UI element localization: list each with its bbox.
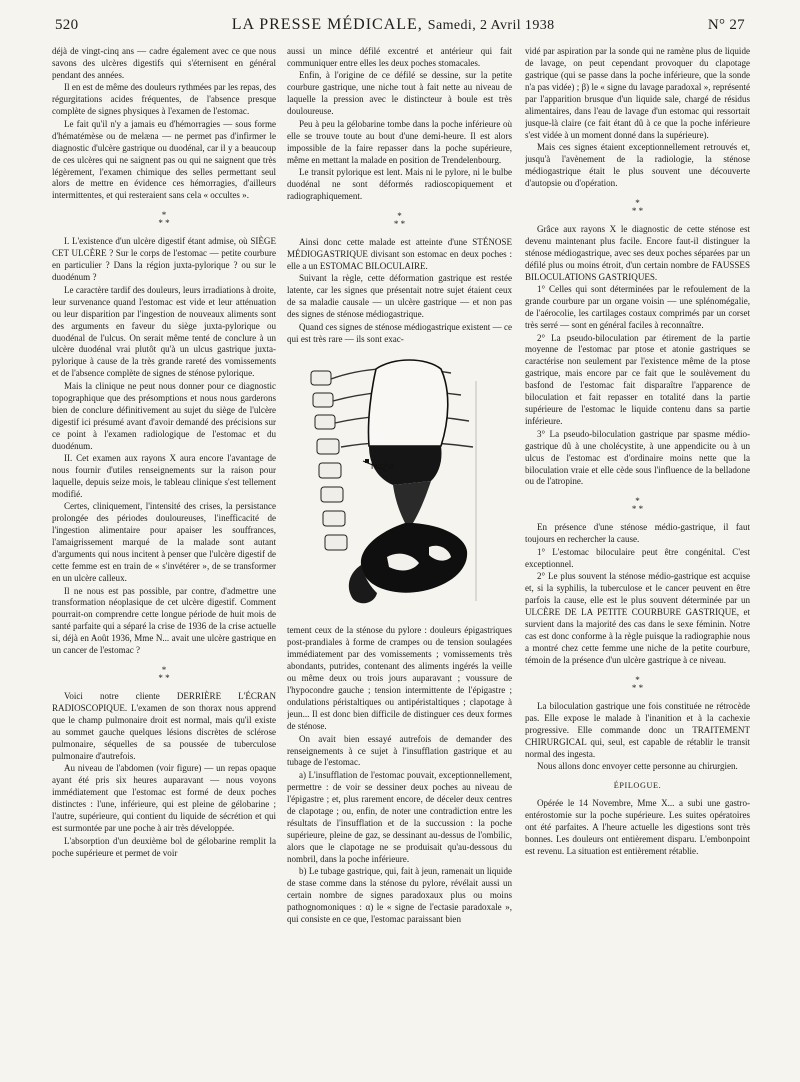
section-separator: * * * (631, 674, 644, 693)
column-2-top (287, 46, 512, 345)
niche-label: Niche (371, 461, 395, 472)
paragraph: II. Cet examen aux rayons X aura encore l'avantage de nous fournir d'utiles renseignements sur la raison pour laquelle, depuis seize mois, le tableau clinique s'est tellement modifié. (52, 453, 276, 499)
paragraph: Enfin, à l'origine de ce défilé se dessine, sur la petite courbure gastrique, une niche tout à fait nette au niveau de laquelle la pression avec le distincteur à boule est très douloureuse. (287, 70, 512, 117)
paragraph: L'absorption d'un deuxième bol de gélobarine remplit la poche supérieure et permet de voir (52, 835, 276, 858)
paragraph: Suivant la règle, cette déformation gastrique est restée latente, car les signes que présentait notre sujet étaient ceux de sa maladie causale — un ulcère gastrique — et non pas des signes de sténose médiogastrique. (287, 273, 512, 320)
paragraph: a) L'insufflation de l'estomac pouvait, exceptionnellement, permettre : de voir se dessiner deux poches au niveau de l'épigastre ; et, plus rarement encore, de déceler deux centres de clapotage ; ou, enfin, de noter une contradiction entre les résultats de l'insufflation et de la succussion : la poche supérieure, pleine de gaz, se dessinant au-dessus de l'ombilic, alors que le clapotage ne se produisait qu'au-dessous du nombril, dans la poche inférieure. (287, 769, 512, 864)
paragraph: Certes, cliniquement, l'intensité des crises, la persistance prolongée des périodes douloureuses, l'inefficacité de l'ingestion alimentaire pour apaiser les souffrances, l'amaigrissement marqué de la malade sont autant d'arguments qui nous incitent à penser que l'ulcère digestif de cette femme est en train de « s'invétérer », de se transformer en un ulcère calleux. (52, 501, 276, 584)
paragraph: Opérée le 14 Novembre, Mme X... a subi une gastro-entérostomie sur la poche supérieure. Les suites opératoires ont été parfaites. A l'heure actuelle les digestions sont très bonnes. Les douleurs ont entièrement disparu. L'embonpoint est revenu. La situation est entièrement rétablie. (525, 798, 750, 856)
paragraph: Quand ces signes de sténose médiogastrique existent — ce qui est très rare — ils sont exac- (287, 321, 512, 344)
stomach-radiograph-drawing (301, 351, 491, 621)
section-separator: * * * (631, 197, 644, 216)
column-3 (525, 46, 750, 1076)
column-2-bottom (287, 625, 512, 925)
paragraph: vidé par aspiration par la sonde qui ne ramène plus de liquide de lavage, on peut cependant provoquer du clapotage gastrique (qui se passe dans la poche inférieure, que la sonde n'a pas vidée) ; β) le « signe du lavage paradoxal », représenté par l'apparition brusque d'un liquide sale, chargé de résidus alimentaires, dans l'eau de lavage d'un estomac qui ressortait jusque-là claire (ce fait étant dû à ce que la poche inférieure s'est vidée à un moment donné dans la supérieure). (525, 46, 750, 140)
section-title: ÉPILOGUE. (613, 781, 662, 791)
issue-number: N° 27 (707, 17, 745, 33)
section-separator: * * * (158, 210, 170, 229)
paragraph: Le transit pylorique est lent. Mais ni le pylore, ni le bulbe duodénal ne sont déformés radioscopiquement et radiographiquement. (287, 167, 512, 201)
paragraph: 2° La pseudo-biloculation par étirement de la partie moyenne de l'estomac par ptose et atonie gastriques se caractérise non seulement par l'existence même de la ptose gastrique, mais encore par ce fait que le soulèvement du basfond de l'estomac fait disparaître l'apparence de biloculation et fait repasser en totalité dans la partie supérieure de l'estomac le liquide contenu dans sa partie inférieure. (525, 332, 750, 427)
paragraph: Il en est de même des douleurs rythmées par les repas, des régurgitations acides fréquentes, de l'absence presque complète de signes physiques à l'examen de l'estomac. (52, 82, 276, 117)
paragraph: Il ne nous est pas possible, par contre, d'admettre une transformation néoplasique de cet ulcère digestif. Comment pourrait-on comprendre cette longue période de huit mois de santé parfaite qui a séparé la crise de 1936 de la crise actuelle si, déjà en Août 1936, Mme N... avait une ulcère gastrique en un cancer de l'estomac ? (52, 585, 276, 656)
journal-title (232, 16, 555, 34)
page-header (55, 16, 745, 42)
paragraph: Nous allons donc envoyer cette personne au chirurgien. (537, 761, 738, 772)
paragraph: tement ceux de la sténose du pylore : douleurs épigastriques post-prandiales à forme de crampes ou de tension soulagées immédiatement par des vomissements ; vomissements très abondants, putrides, contenant des aliments ingérés la veille ou même deux ou trois jours auparavant ; voussure de l'hypocondre gauche ; tension intermittente de l'épigastre ; ondulations péristaltiques ou antipéristaltiques ; clapotage à jeun... Il est donc bien difficile de distinguer ces deux formes de sténose. (287, 625, 512, 732)
paragraph: Mais la clinique ne peut nous donner pour ce diagnostic topographique que des présomptions et nous nous garderons bien de conclure définitivement au sujet du siège de l'ulcère digestif ici présumé avant d'avoir demandé des précisions sur ce point à l'examen radiologique de l'estomac et du duodénum. (52, 380, 276, 451)
paragraph: Le caractère tardif des douleurs, leurs irradiations à droite, leur survenance quand l'estomac est vide et leur atténuation ou leur disparition par l'ingestion de nouveaux aliments sont des arguments en faveur du siège juxta-pylorique ou duodénal de l'ulcus. On serait même tenté de conclure à un ulcère duodénal vrai plutôt qu'à un ulcus gastrique juxta-pylorique à cause de la très grande rareté des vomissements et de l'absence complète de signes de sténose pylorique. (52, 284, 276, 379)
paragraph: Ainsi donc cette malade est atteinte d'une STÉNOSE MÉDIOGASTRIQUE divisant son estomac en deux poches : elle a un ESTOMAC BILOCULAIRE. (287, 236, 512, 271)
paragraph: aussi un mince défilé excentré et antérieur qui fait communiquer entre elles les deux poches stomacales. (287, 46, 512, 68)
paragraph: b) Le tubage gastrique, qui, fait à jeun, ramenait un liquide de stase comme dans la sténose du pylore, révélait aussi un certain nombre de signes paradoxaux plus ou moins pathognomoniques : α) le « signe de l'ectasie paradoxale », qui consiste en ce que, l'estomac paraissant bien (287, 866, 512, 924)
paragraph: Peu à peu la gélobarine tombe dans la poche inférieure où elle se trouve toute au bout d'une demi-heure. Il est alors impossible de la faire repasser dans la poche supérieure, même en mettant la malade en position de Trendelenbourg. (287, 118, 512, 165)
paragraph: La biloculation gastrique une fois constituée ne rétrocède pas. Elle expose le malade à l'inanition et à la cachexie progressive. Elle commande donc un TRAITEMENT CHIRURGICAL qui, seul, est capable de rétablir le transit normal des ingesta. (525, 700, 750, 759)
paragraph: 1° Celles qui sont déterminées par le refoulement de la grande courbure par un organe voisin — une splénomégalie, de l'aérocolie, les cartilages costaux comprimés par un corset très serré — sont en général faciles à reconnaître. (525, 284, 750, 331)
radiograph-figure (301, 351, 491, 621)
section-separator: * * * (393, 210, 406, 229)
column-1 (52, 46, 276, 1076)
issue-date: Samedi, 2 Avril 1938 (427, 18, 555, 33)
paragraph: déjà de vingt-cinq ans — cadre également avec ce que nous savons des ulcères digestifs qui s'éternisent en général pendant des années. (52, 46, 276, 80)
paragraph: 3° La pseudo-biloculation gastrique par spasme médio-gastrique dû à une cholécystite, à une appendicite ou à un ulcus de l'estomac est d'ordinaire moins nette que la biloculation vraie et elle cède sous l'influence de la belladone ou de l'atropine. (525, 428, 750, 487)
journal-name: LA PRESSE MÉDICALE, (231, 16, 423, 33)
column-2 (287, 46, 512, 1076)
paragraph: Au niveau de l'abdomen (voir figure) — un repas opaque ayant été pris six heures auparavant — nous voyons immédiatement que l'estomac est formé de deux poches distinctes : l'une, inférieure, qui est pleine de gélobarine ; l'autre, supérieure, qui contient du liquide de sécrétion et qui est surmontée par une poche à air très développée. (52, 763, 276, 834)
paragraph: Le fait qu'il n'y a jamais eu d'hémorragies — sous forme d'hématémèse ou de melæna — ne permet pas d'infirmer le diagnostic d'ulcère gastrique ou duodénal, car il y a beaucoup de ces ulcères qui ne saignent pas ou qui ne saignent que très légèrement, l'examen chimique des selles permettant seul alors de mettre en évidence ces hémorragies, d'ailleurs intermittentes, et qui resteraient sans cela « occultes ». (52, 118, 276, 201)
paragraph: On avait bien essayé autrefois de demander des renseignements à ce sujet à l'insufflation gastrique et au tubage de l'estomac. (287, 733, 512, 768)
paragraph: Grâce aux rayons X le diagnostic de cette sténose est devenu maintenant plus facile. Encore faut-il distinguer la sténose médiogastrique, avec ses deux poches séparées par un défilé plus ou moins étroit, d'un certain nombre de FAUSSES BILOCULATIONS GASTRIQUES. (525, 223, 750, 282)
section-separator: * * * (158, 665, 170, 684)
paragraph: Mais ces signes étaient exceptionnellement retrouvés et, jusqu'à l'avènement de la radiologie, la sténose médiogastrique était le plus souvent une découverte d'autopsie ou d'opération. (525, 142, 750, 188)
section-separator: * * * (631, 496, 644, 515)
page-number: 520 (55, 17, 79, 33)
paragraph: 2° Le plus souvent la sténose médio-gastrique est acquise et, si la syphilis, la tuberculose et le cancer peuvent en être parfois la cause, elle est le plus souvent déterminée par un ULCÈRE DE LA PETITE COURBURE GASTRIQUE, et survient dans la majorité des cas dans le sexe féminin. Notre cas est donc conforme à la règle puisque la radiographie nous a montré chez cette femme une niche de la petite courbure, témoin de la présence d'un ulcère gastrique à ce niveau. (525, 571, 750, 665)
paragraph: En présence d'une sténose médio-gastrique, il faut toujours en rechercher la cause. (525, 522, 750, 545)
paragraph: 1° L'estomac biloculaire peut être congénital. C'est exceptionnel. (525, 546, 750, 569)
paragraph: Voici notre cliente DERRIÈRE L'ÉCRAN RADIOSCOPIQUE. L'examen de son thorax nous apprend que le champ pulmonaire droit est normal, mais qu'il existe au sommet gauche quelques lésions discrètes de sclérose pulmonaire, séquelles de sa poussée de tuberculose pulmonaire d'autrefois. (52, 691, 276, 762)
paragraph: I. L'existence d'un ulcère digestif étant admise, où SIÈGE CET ULCÈRE ? Sur le corps de l'estomac — petite courbure en particulier ? Dans la région juxta-pylorique ? ou sur le duodénum ? (52, 236, 276, 283)
